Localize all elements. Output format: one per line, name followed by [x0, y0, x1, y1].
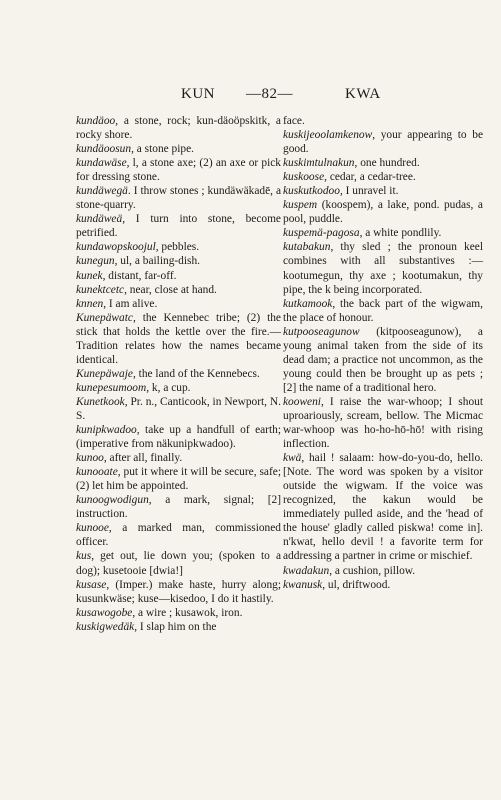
entry-headword: kuskimtulnakun — [283, 157, 355, 170]
entry-definition: , a stone, rock; kun-däoöpskitk, a rocky shore. — [76, 115, 281, 142]
dictionary-entry — [283, 297, 483, 325]
entry-definition: , a cushion, pillow. — [329, 564, 416, 577]
entry-headword: kundäwegä — [76, 185, 128, 198]
dictionary-entry — [283, 184, 483, 198]
entry-headword: knnen — [76, 297, 104, 310]
page-number: —82— — [246, 86, 293, 102]
entry-definition: , distant, far-off. — [102, 269, 177, 282]
dictionary-entry — [76, 254, 281, 268]
entry-definition: (koospem), a lake, pond. pudas, a pool, puddle. — [283, 199, 483, 226]
entry-headword: kooweni — [283, 395, 321, 408]
entry-headword: kunek — [76, 269, 103, 282]
dictionary-entry — [283, 128, 483, 156]
entry-headword: kuskijeoolamkenow — [283, 129, 373, 142]
entry-definition: , the Kennebec tribe; (2) the stick that holds the kettle over the fire.—Tradition relates how the names became identical. — [76, 311, 281, 366]
entry-definition: , ul, a bailing-dish. — [114, 255, 201, 268]
dictionary-entry — [283, 451, 483, 563]
dictionary-entry — [283, 395, 483, 451]
entry-definition: , put it where it will be secure, safe; (2) let him be appointed. — [76, 466, 281, 493]
entry-definition: , a mark, signal; [2] instruction. — [76, 494, 281, 521]
dictionary-entry — [283, 198, 483, 226]
entry-headword: kunoo — [76, 452, 104, 465]
dictionary-entry — [283, 226, 483, 240]
entry-definition: , take up a handfull of earth; (imperative from näkunipkwadoo). — [76, 424, 281, 451]
entry-headword: kutkamook — [283, 297, 333, 310]
entry-definition: , the land of the Kennebecs. — [132, 367, 260, 380]
entry-definition: , a wire ; kusawok, iron. — [132, 606, 243, 619]
dictionary-entry — [283, 578, 483, 592]
dictionary-entry — [283, 240, 483, 296]
entry-definition: , thy sled ; the pronoun keel combines with all substantives :— kootumegun, thy axe ; kootumakun, thy pipe, the k being incorporated. — [283, 241, 483, 296]
entry-headword: kuskutkodoo — [283, 185, 340, 198]
entry-headword: kusase — [76, 578, 107, 591]
entry-headword: Kunetkook — [76, 395, 125, 408]
entry-headword: kunegun — [76, 255, 115, 268]
dictionary-entry — [76, 381, 281, 395]
entry-definition: , one hundred. — [354, 157, 420, 170]
entry-definition: , I unravel it. — [339, 185, 399, 198]
dictionary-entry — [283, 114, 483, 128]
entry-headword: kunooe — [76, 522, 109, 535]
entry-definition: , pebbles. — [155, 241, 200, 254]
dictionary-entry — [283, 325, 483, 395]
entry-definition: , hail ! salaam: how-do-you-do, hello. [Note. The word was spoken by a visitor outside the wigwam. If the voice was recognized, the kakun would be immediately pulled aside, and the 'head of the house' gladly called piskwa! come in]. n'kwat, hello devil ! a favorite term for addressing a partner in crime or mischief. — [283, 452, 483, 563]
entry-headword: Kunepäwaje — [76, 367, 133, 380]
entry-headword: kunoogwodigun — [76, 494, 149, 507]
entry-definition: (kitpooseagunow), a young animal taken from the side of its dead dam; a practice not uncommon, as the young could then be brought up as pets ; [2] the name of a traditional hero. — [283, 325, 483, 394]
dictionary-entry — [76, 184, 281, 212]
entry-headword: kundäweä — [76, 213, 123, 226]
entry-headword: kus — [76, 550, 92, 563]
dictionary-entry — [76, 311, 281, 367]
entry-headword: kundäoo — [76, 115, 116, 127]
dictionary-entry — [76, 521, 281, 549]
dictionary-entry — [76, 142, 281, 156]
dictionary-entry — [76, 493, 281, 521]
entry-headword: kutabakun — [283, 241, 331, 254]
dictionary-entry — [76, 283, 281, 297]
entry-headword: kutpooseagunow — [283, 325, 360, 338]
dictionary-entry — [76, 549, 281, 577]
dictionary-entry — [76, 297, 281, 311]
header-right-guide-word: KWA — [345, 86, 381, 102]
dictionary-entry — [76, 156, 281, 184]
dictionary-entry — [76, 212, 281, 240]
dictionary-entry — [76, 620, 281, 634]
entry-headword: kwadakun — [283, 564, 330, 577]
entry-headword: Kunepäwatc — [76, 311, 133, 324]
entry-definition: , get out, lie down you; (spoken to a dog); kusetooie [dwia!] — [76, 550, 281, 577]
dictionary-entry — [76, 465, 281, 493]
entry-definition: , near, close at hand. — [124, 283, 217, 296]
entry-headword: kunektcetc — [76, 283, 125, 296]
dictionary-entry — [283, 170, 483, 184]
entry-definition: , I raise the war-whoop; I shout uproariously, scream, bellow. The Micmac war-whoop was ho-ho-hō-hō! with rising inflection. — [283, 395, 483, 451]
dictionary-entry — [76, 395, 281, 423]
dictionary-entry — [76, 423, 281, 451]
entry-headword: kunooate — [76, 466, 118, 479]
entry-headword: kuspemä-pagosa — [283, 227, 360, 240]
dictionary-entry — [76, 451, 281, 465]
entry-definition: , a white pondlily. — [359, 227, 442, 240]
dictionary-entry — [76, 578, 281, 606]
page-header — [0, 86, 501, 106]
entry-headword: kuskoose — [283, 171, 325, 184]
dictionary-entry — [283, 156, 483, 170]
entry-definition: , a marked man, commissioned officer. — [76, 522, 281, 549]
entry-headword: kundawäse — [76, 157, 127, 170]
entry-definition: , your appearing to be good. — [283, 129, 483, 156]
entry-definition: , I slap him on the — [134, 620, 217, 633]
entry-headword: kwanusk — [283, 578, 323, 591]
entry-headword: kunipkwadoo — [76, 424, 137, 437]
entry-definition: face. — [283, 115, 305, 127]
entry-definition: , a stone pipe. — [131, 143, 195, 156]
entry-definition: , I turn into stone, become petrified. — [76, 213, 281, 240]
entry-definition: , ul, driftwood. — [322, 578, 391, 591]
header-left-guide-word: KUN — [181, 86, 215, 102]
entry-definition: , after all, finally. — [103, 452, 183, 465]
entry-definition: , the back part of the wigwam, the place of honour. — [283, 297, 483, 324]
entry-headword: kusawogobe — [76, 606, 133, 619]
entry-definition: , I am alive. — [103, 297, 158, 310]
dictionary-entry — [76, 114, 281, 142]
entry-headword: kundawopskoojul — [76, 241, 156, 254]
dictionary-entry — [76, 367, 281, 381]
entry-definition: , (Imper.) make haste, hurry along; kusunkwäse; kuse—kisedoo, I do it hastily. — [76, 578, 281, 605]
dictionary-entry — [76, 240, 281, 254]
entry-definition: . I throw stones ; kundäwäkadē, a stone-quarry. — [76, 185, 281, 212]
entry-definition: , Pr. n., Canticook, in Newport, N. S. — [76, 395, 281, 422]
dictionary-entry — [283, 564, 483, 578]
entry-headword: kundäoosun — [76, 143, 132, 156]
entry-definition: , k, a cup. — [146, 381, 191, 394]
dictionary-entry — [76, 606, 281, 620]
entry-definition: , cedar, a cedar-tree. — [324, 171, 416, 184]
left-column — [76, 114, 281, 634]
entry-headword: kuspem — [283, 199, 318, 212]
entry-headword: kuskigwedäk — [76, 620, 135, 633]
dictionary-entry — [76, 269, 281, 283]
entry-headword: kwä — [283, 452, 302, 465]
entry-definition: , l, a stone axe; (2) an axe or pick for dressing stone. — [76, 157, 281, 184]
right-column — [283, 114, 483, 592]
entry-headword: kunepesumoom — [76, 381, 147, 394]
